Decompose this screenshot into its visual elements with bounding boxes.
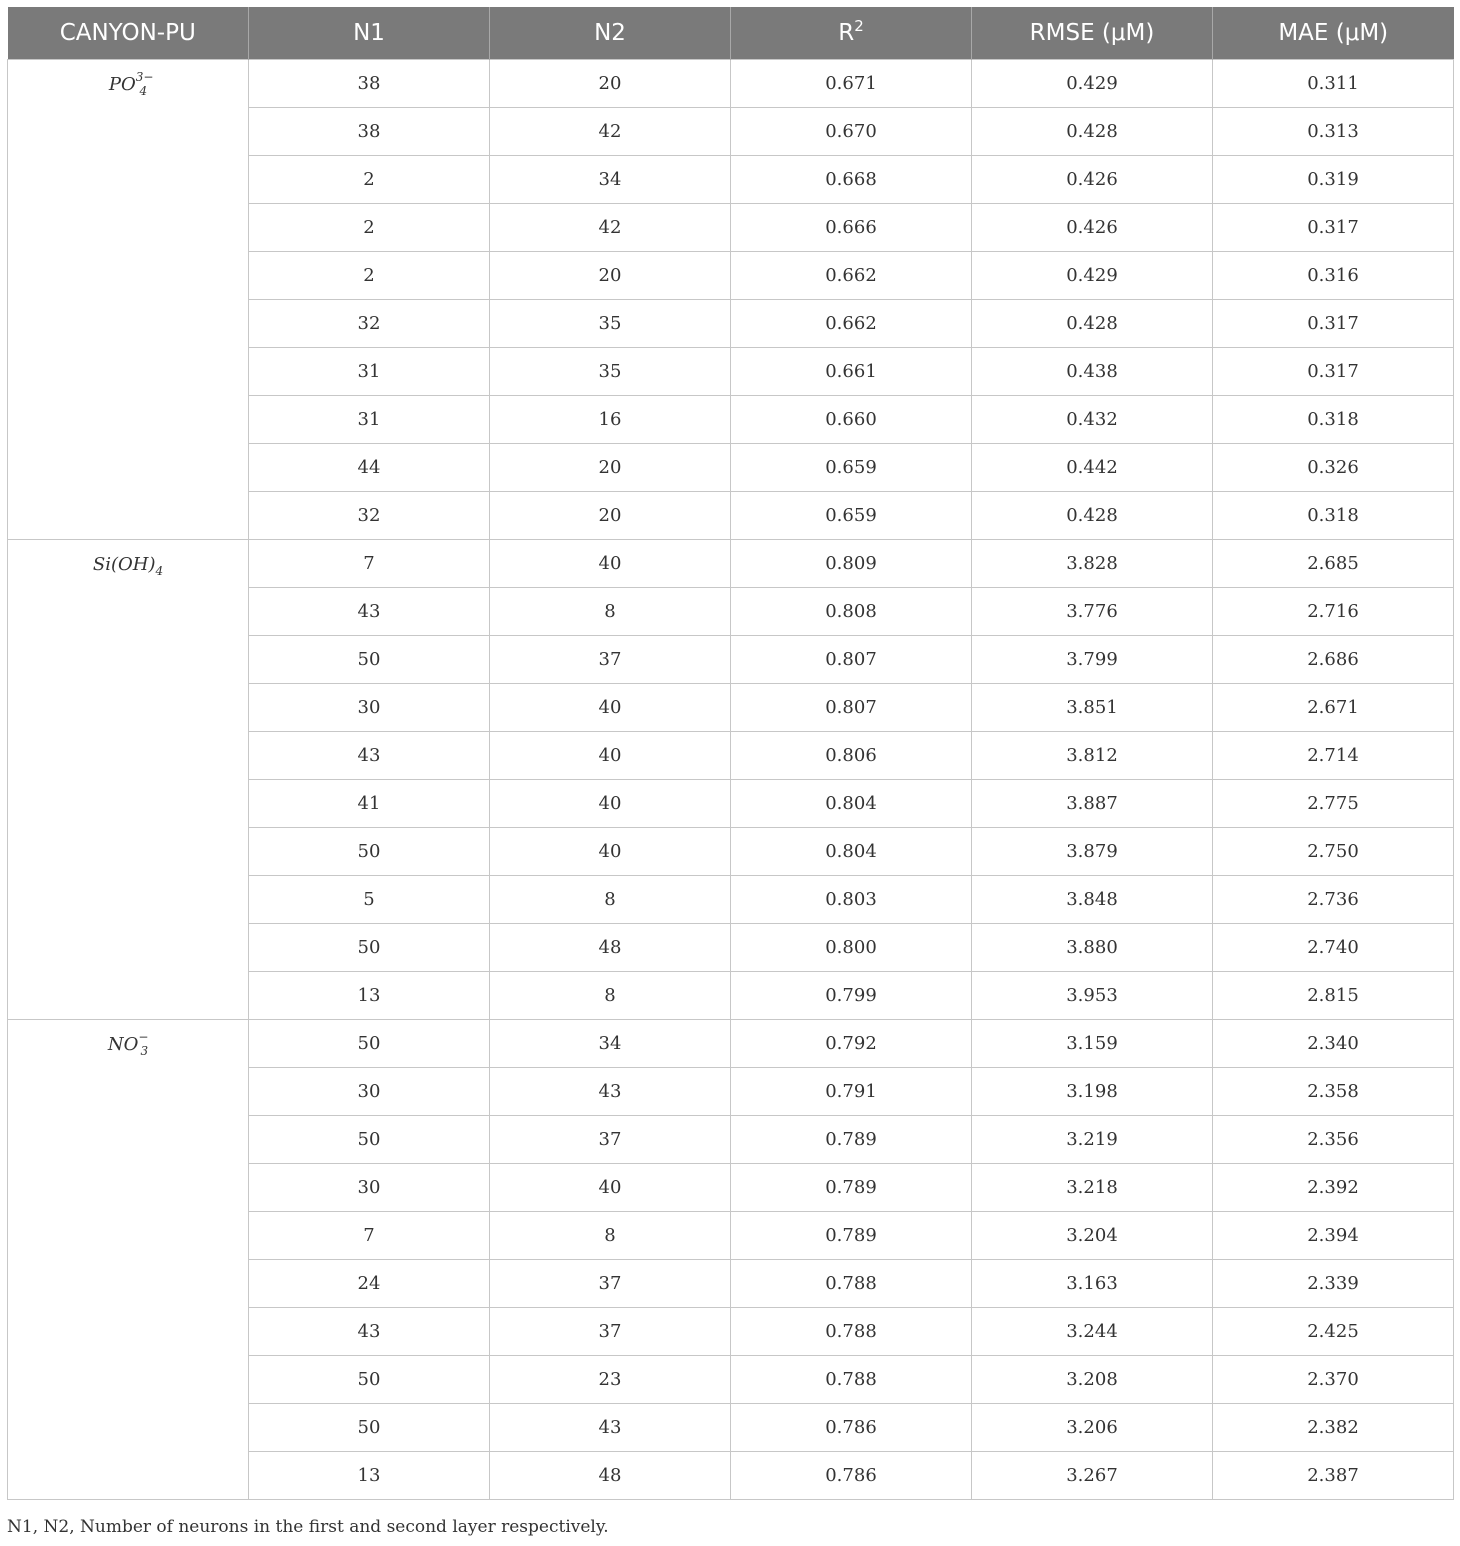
cell-n2: 40 [490, 780, 731, 828]
cell-n1: 30 [249, 684, 490, 732]
ion-subscript: 4 [155, 564, 164, 578]
cell-r2: 0.788 [731, 1260, 972, 1308]
cell-n1: 50 [249, 1020, 490, 1068]
cell-n2: 37 [490, 1308, 731, 1356]
table-footnote: N1, N2, Number of neurons in the first and second layer respectively. [7, 1517, 609, 1537]
table-row [8, 60, 1454, 108]
cell-r2: 0.662 [731, 252, 972, 300]
cell-n1: 50 [249, 924, 490, 972]
cell-r2: 0.671 [731, 60, 972, 108]
cell-r2: 0.668 [731, 156, 972, 204]
ion-formula [107, 1030, 149, 1058]
cell-mae: 2.358 [1213, 1068, 1454, 1116]
cell-mae: 2.686 [1213, 636, 1454, 684]
ion-charge: 3− [135, 70, 154, 84]
cell-r2: 0.799 [731, 972, 972, 1020]
cell-rmse: 3.204 [972, 1212, 1213, 1260]
cell-r2: 0.788 [731, 1356, 972, 1404]
cell-n2: 40 [490, 540, 731, 588]
cell-mae: 0.318 [1213, 396, 1454, 444]
table-body [8, 60, 1454, 1500]
cell-rmse: 3.880 [972, 924, 1213, 972]
cell-n1: 7 [249, 1212, 490, 1260]
cell-r2: 0.662 [731, 300, 972, 348]
cell-rmse: 3.219 [972, 1116, 1213, 1164]
cell-rmse: 3.828 [972, 540, 1213, 588]
cell-n1: 24 [249, 1260, 490, 1308]
ion-formula [92, 554, 164, 578]
cell-n1: 32 [249, 300, 490, 348]
cell-n2: 20 [490, 60, 731, 108]
cell-n2: 48 [490, 924, 731, 972]
cell-n1: 50 [249, 636, 490, 684]
cell-rmse: 3.776 [972, 588, 1213, 636]
cell-mae: 2.685 [1213, 540, 1454, 588]
cell-mae: 2.394 [1213, 1212, 1454, 1260]
cell-r2: 0.786 [731, 1452, 972, 1500]
cell-n1: 44 [249, 444, 490, 492]
header-r2-sup: 2 [854, 17, 864, 35]
cell-mae: 0.317 [1213, 300, 1454, 348]
cell-r2: 0.786 [731, 1404, 972, 1452]
cell-rmse: 0.429 [972, 252, 1213, 300]
cell-n1: 13 [249, 1452, 490, 1500]
results-table-container [7, 7, 1453, 1500]
group-label [8, 60, 249, 540]
cell-rmse: 3.244 [972, 1308, 1213, 1356]
cell-r2: 0.789 [731, 1164, 972, 1212]
cell-n2: 34 [490, 156, 731, 204]
cell-n1: 5 [249, 876, 490, 924]
cell-n1: 7 [249, 540, 490, 588]
cell-n1: 38 [249, 60, 490, 108]
cell-rmse: 0.438 [972, 348, 1213, 396]
cell-n1: 31 [249, 396, 490, 444]
cell-n2: 37 [490, 1116, 731, 1164]
ion-charge: − [138, 1030, 149, 1044]
cell-r2: 0.804 [731, 828, 972, 876]
cell-n2: 35 [490, 348, 731, 396]
cell-rmse: 0.428 [972, 108, 1213, 156]
cell-n1: 50 [249, 1116, 490, 1164]
cell-rmse: 3.879 [972, 828, 1213, 876]
cell-mae: 0.318 [1213, 492, 1454, 540]
cell-r2: 0.806 [731, 732, 972, 780]
cell-r2: 0.807 [731, 684, 972, 732]
header-n2: N2 [490, 7, 731, 60]
cell-n2: 23 [490, 1356, 731, 1404]
ion-formula [108, 70, 154, 98]
cell-rmse: 3.953 [972, 972, 1213, 1020]
cell-n1: 50 [249, 828, 490, 876]
cell-mae: 2.356 [1213, 1116, 1454, 1164]
cell-mae: 2.370 [1213, 1356, 1454, 1404]
cell-n1: 30 [249, 1068, 490, 1116]
header-row [8, 7, 1454, 60]
ion-base: PO [108, 74, 136, 95]
cell-rmse: 3.198 [972, 1068, 1213, 1116]
cell-r2: 0.659 [731, 444, 972, 492]
cell-rmse: 3.851 [972, 684, 1213, 732]
cell-r2: 0.789 [731, 1212, 972, 1260]
cell-n2: 20 [490, 492, 731, 540]
cell-rmse: 3.218 [972, 1164, 1213, 1212]
cell-r2: 0.670 [731, 108, 972, 156]
header-n1: N1 [249, 7, 490, 60]
cell-mae: 2.750 [1213, 828, 1454, 876]
cell-mae: 0.316 [1213, 252, 1454, 300]
cell-n2: 8 [490, 1212, 731, 1260]
cell-rmse: 0.442 [972, 444, 1213, 492]
cell-n1: 43 [249, 732, 490, 780]
cell-mae: 2.716 [1213, 588, 1454, 636]
header-r2 [731, 7, 972, 60]
header-mae: MAE (μM) [1213, 7, 1454, 60]
cell-mae: 2.815 [1213, 972, 1454, 1020]
cell-r2: 0.789 [731, 1116, 972, 1164]
group-label [8, 540, 249, 1020]
cell-mae: 2.714 [1213, 732, 1454, 780]
ion-base: NO [107, 1034, 139, 1055]
cell-n2: 8 [490, 588, 731, 636]
results-table [7, 7, 1454, 1500]
cell-mae: 0.319 [1213, 156, 1454, 204]
cell-n1: 13 [249, 972, 490, 1020]
cell-mae: 0.313 [1213, 108, 1454, 156]
cell-mae: 2.775 [1213, 780, 1454, 828]
cell-rmse: 0.428 [972, 492, 1213, 540]
cell-n2: 40 [490, 1164, 731, 1212]
cell-n2: 43 [490, 1068, 731, 1116]
cell-mae: 2.387 [1213, 1452, 1454, 1500]
cell-rmse: 0.429 [972, 60, 1213, 108]
cell-rmse: 0.426 [972, 204, 1213, 252]
cell-n1: 43 [249, 1308, 490, 1356]
cell-rmse: 3.799 [972, 636, 1213, 684]
cell-n2: 43 [490, 1404, 731, 1452]
cell-mae: 0.326 [1213, 444, 1454, 492]
cell-n1: 2 [249, 252, 490, 300]
cell-r2: 0.788 [731, 1308, 972, 1356]
cell-n2: 35 [490, 300, 731, 348]
table-row [8, 1020, 1454, 1068]
cell-r2: 0.808 [731, 588, 972, 636]
cell-mae: 2.740 [1213, 924, 1454, 972]
cell-n1: 31 [249, 348, 490, 396]
cell-mae: 2.340 [1213, 1020, 1454, 1068]
cell-mae: 2.382 [1213, 1404, 1454, 1452]
cell-n2: 20 [490, 444, 731, 492]
cell-n1: 30 [249, 1164, 490, 1212]
cell-r2: 0.809 [731, 540, 972, 588]
ion-subscript: 4 [139, 84, 148, 98]
cell-r2: 0.804 [731, 780, 972, 828]
table-row [8, 540, 1454, 588]
cell-n2: 34 [490, 1020, 731, 1068]
cell-mae: 2.736 [1213, 876, 1454, 924]
cell-n2: 48 [490, 1452, 731, 1500]
cell-rmse: 0.426 [972, 156, 1213, 204]
cell-n2: 40 [490, 684, 731, 732]
group-label [8, 1020, 249, 1500]
cell-r2: 0.807 [731, 636, 972, 684]
cell-mae: 2.392 [1213, 1164, 1454, 1212]
cell-rmse: 3.163 [972, 1260, 1213, 1308]
cell-n1: 41 [249, 780, 490, 828]
cell-n2: 16 [490, 396, 731, 444]
header-r2-base: R [838, 20, 855, 46]
cell-mae: 2.425 [1213, 1308, 1454, 1356]
cell-r2: 0.803 [731, 876, 972, 924]
cell-n2: 8 [490, 876, 731, 924]
cell-r2: 0.659 [731, 492, 972, 540]
cell-n1: 50 [249, 1404, 490, 1452]
cell-mae: 2.671 [1213, 684, 1454, 732]
cell-n1: 38 [249, 108, 490, 156]
cell-rmse: 3.812 [972, 732, 1213, 780]
cell-rmse: 3.159 [972, 1020, 1213, 1068]
header-canyon-pu: CANYON-PU [8, 7, 249, 60]
cell-rmse: 3.887 [972, 780, 1213, 828]
cell-n1: 43 [249, 588, 490, 636]
cell-mae: 0.317 [1213, 204, 1454, 252]
cell-rmse: 3.206 [972, 1404, 1213, 1452]
cell-mae: 2.339 [1213, 1260, 1454, 1308]
cell-r2: 0.792 [731, 1020, 972, 1068]
cell-n1: 32 [249, 492, 490, 540]
cell-n2: 42 [490, 108, 731, 156]
cell-n2: 8 [490, 972, 731, 1020]
cell-rmse: 0.428 [972, 300, 1213, 348]
header-rmse: RMSE (μM) [972, 7, 1213, 60]
cell-mae: 0.311 [1213, 60, 1454, 108]
cell-rmse: 3.848 [972, 876, 1213, 924]
cell-r2: 0.800 [731, 924, 972, 972]
cell-r2: 0.666 [731, 204, 972, 252]
cell-n2: 20 [490, 252, 731, 300]
cell-n1: 2 [249, 156, 490, 204]
cell-n2: 40 [490, 828, 731, 876]
cell-n2: 37 [490, 636, 731, 684]
cell-r2: 0.660 [731, 396, 972, 444]
cell-n2: 37 [490, 1260, 731, 1308]
cell-r2: 0.791 [731, 1068, 972, 1116]
cell-mae: 0.317 [1213, 348, 1454, 396]
cell-rmse: 0.432 [972, 396, 1213, 444]
ion-base: Si(OH) [92, 554, 156, 575]
cell-rmse: 3.267 [972, 1452, 1213, 1500]
cell-n2: 42 [490, 204, 731, 252]
ion-subscript: 3 [140, 1044, 149, 1058]
cell-r2: 0.661 [731, 348, 972, 396]
cell-n1: 50 [249, 1356, 490, 1404]
cell-rmse: 3.208 [972, 1356, 1213, 1404]
cell-n1: 2 [249, 204, 490, 252]
cell-n2: 40 [490, 732, 731, 780]
